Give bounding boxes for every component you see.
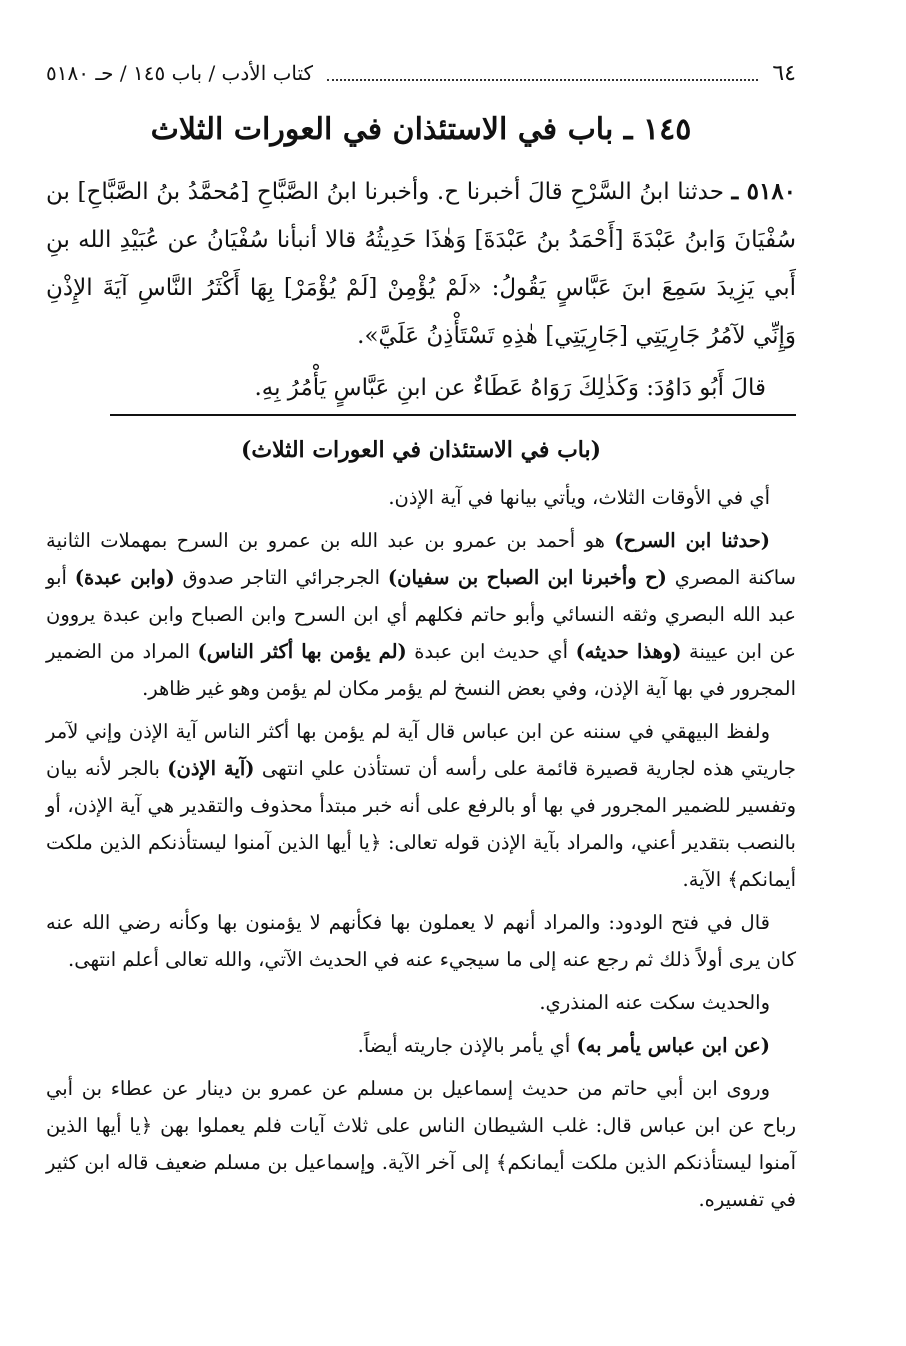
hadith-number: ٥١٨٠ ـ — [731, 178, 797, 205]
running-head — [46, 56, 796, 90]
commentary-paragraph-4: قال في فتح الودود: والمراد أنهم لا يعملون بها فكأنهم لا يؤمنون بها وكأنه رضي الله عنه كان يرى أولاً ذلك ثم رجع عنه إلى ما سيجيء عنه في الحديث الآتي، والله تعالى أعلم انتهى. — [46, 911, 796, 971]
lemma: (وهذا حديثه) — [575, 640, 682, 663]
commentary-paragraph-3 — [46, 713, 796, 898]
gloss: المراد من الضمير المجرور في بها آية الإذن، وفي بعض النسخ لم يؤمر مكان لم يؤمن وهو غير ظاهر. — [46, 640, 796, 700]
commentary-paragraph-2 — [46, 522, 796, 707]
lemma: (وابن عبدة) — [74, 566, 175, 589]
commentary-paragraph-7: وروى ابن أبي حاتم من حديث إسماعيل بن مسلم عن عمرو بن دينار عن عطاء بن أبي رباح عن ابن عباس قال: غلب الشيطان الناس على ثلاث آيات فلم يعملوا بهن ﴿يا أيها الذين آمنوا ليستأذنكم الذين ملكت أيمانكم﴾ إلى آخر الآية. وإسماعيل بن مسلم ضعيف قاله ابن كثير في تفسيره. — [46, 1077, 796, 1211]
lemma: (لم يؤمن بها أكثر الناس) — [197, 640, 407, 663]
gloss: أي يأمر بالإذن جاريته أيضاً. — [357, 1034, 577, 1057]
gloss: أي حديث ابن عبدة — [406, 640, 576, 663]
book-reference: كتاب الأدب / باب ١٤٥ / حـ ٥١٨٠ — [46, 61, 314, 85]
chapter-title: ١٤٥ ـ باب في الاستئذان في العورات الثلاث — [150, 112, 692, 147]
hadith-matn: حدثنا ابنُ السَّرْحِ قالَ أخبرنا ح. وأخبرنا ابنُ الصَّبَّاحِ [مُحمَّدُ بنُ الصَّبَّاحِ] بن سُفْيَانَ وَابنُ عَبْدَةَ [أَحْمَدُ بنُ عَبْدَةَ] وَهٰذَا حَدِيثُهُ قالا أنبأنا سُفْيَانُ عن عُبَيْدِ الله بنِ أَبي يَزِيدَ سَمِعَ ابنَ عَبَّاسٍ يَقُولُ: «لَمْ يُؤْمِنْ [لَمْ يُؤْمَرْ] بِهَا أَكْثَرُ النَّاسِ آيَةَ الإِذْنِ وَإِنِّي لآمُرُ جَارِيَتِي [جَارِيَتِي] هٰذِهِ تَسْتَأْذِنُ عَلَيَّ». — [46, 179, 796, 349]
lemma: (ح وأخبرنا ابن الصباح بن سفيان) — [387, 566, 667, 589]
abu-dawud-remark: قالَ أَبُو دَاوُدَ: وَكَذٰلِكَ رَوَاهُ عَطَاءٌ عن ابنِ عَبَّاسٍ يَأْمُرُ بِهِ. — [254, 375, 766, 401]
commentary-block — [46, 432, 796, 1224]
gloss: بالجر لأنه بيان وتفسير للضمير المجرور في بها أو بالرفع على أنه خبر مبتدأ محذوف والتقدير هي آية الإذن، أو بالنصب بتقدير أعني، والمراد بآية الإذن قوله تعالى: ﴿يا أيها الذين آمنوا ليستأذنكم الذين ملكت أيمانكم﴾ الآية. — [46, 757, 796, 891]
page-number: ٦٤ — [772, 60, 796, 86]
commentary-paragraph-6 — [46, 1027, 796, 1064]
leader-dots — [327, 65, 758, 81]
gloss: ولفظ البيهقي في سننه عن ابن عباس قال آية لم يؤمن بها أكثر الناس آية الإذن وإني لآمر جاريتي هذه لجارية قصيرة قائمة على رأسه أن تستأذن علي انتهى — [46, 720, 796, 780]
commentary-paragraph-5: والحديث سكت عنه المنذري. — [539, 991, 770, 1014]
gloss: الجرجرائي التاجر صدوق — [174, 566, 388, 589]
hadith-paragraph — [46, 168, 796, 360]
gloss: أبو عبد الله البصري وثقه النسائي وأبو حاتم فكلهم أي ابن السرح وابن الصباح وابن عبدة يروون عن ابن عيينة — [46, 566, 796, 663]
lemma: (آية الإذن) — [167, 757, 255, 780]
lemma: (عن ابن عباس يأمر به) — [576, 1034, 770, 1057]
lemma: (حدثنا ابن السرح) — [614, 529, 770, 552]
commentary-title: (باب في الاستئذان في العورات الثلاث) — [240, 437, 602, 463]
hadith-text-block — [46, 168, 796, 412]
separator-line — [110, 414, 796, 416]
commentary-paragraph-1: أي في الأوقات الثلاث، ويأتي بيانها في آية الإذن. — [388, 486, 770, 509]
gloss: هو أحمد بن عمرو بن عبد الله بن عمرو بن السرح بمهملات الثانية ساكنة المصري — [46, 529, 796, 589]
